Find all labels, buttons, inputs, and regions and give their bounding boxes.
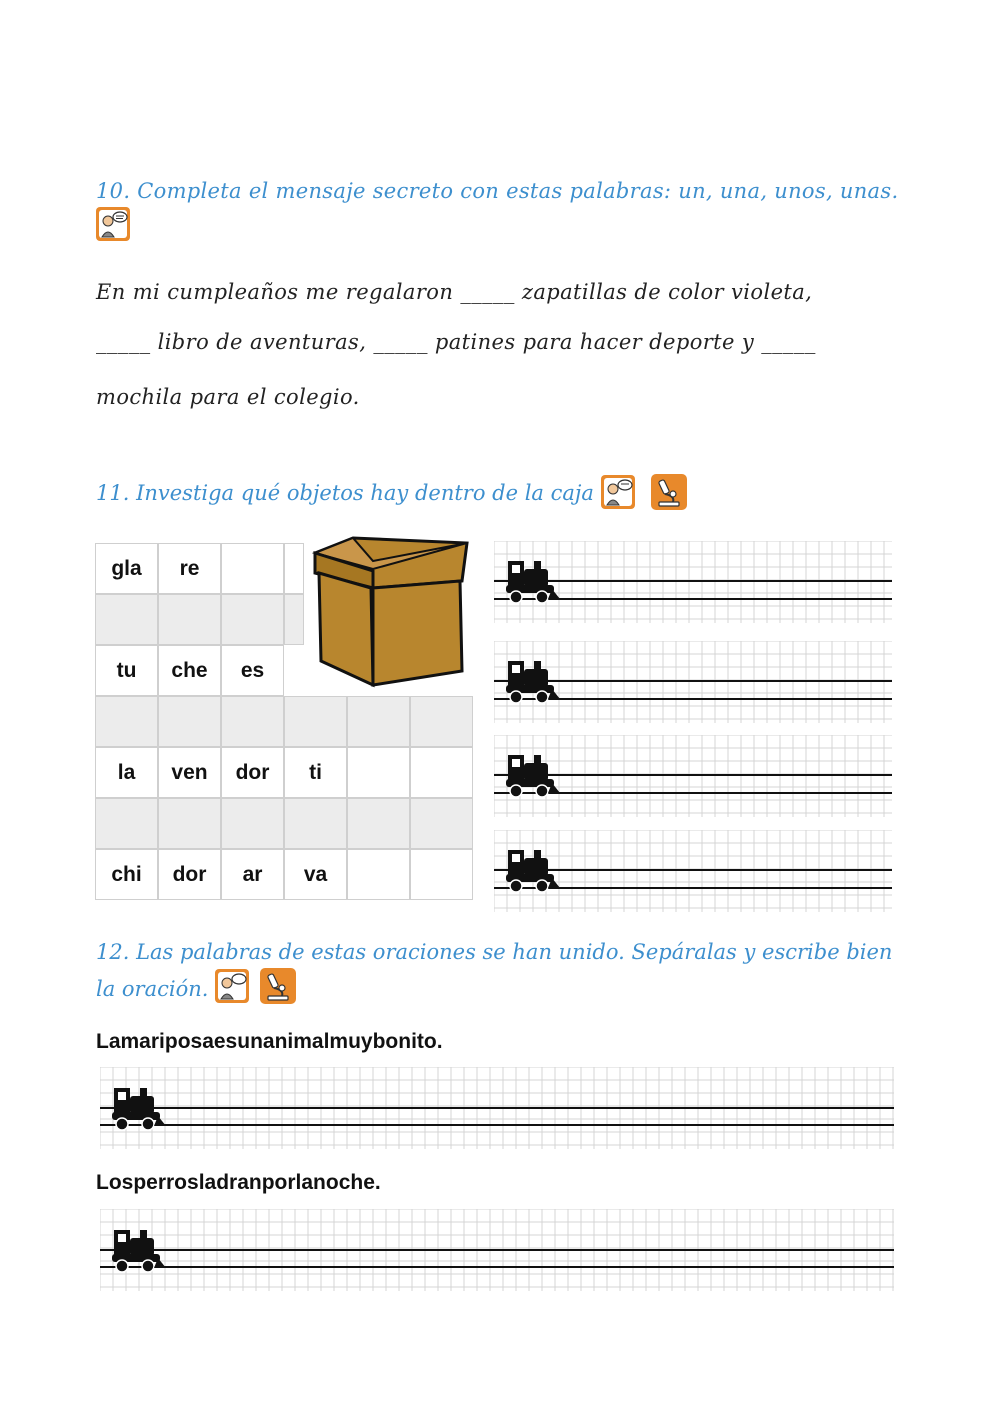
question-12-text: 12. Las palabras de estas oraciones se han unido. Sepáralas y escribe bien la oración. [96,940,893,1001]
syllable-cell [221,798,284,849]
train-icon [110,1224,170,1278]
syllable-cell [284,798,347,849]
syllable-cell: chi [95,849,158,900]
syllable-cell [284,696,347,747]
syllable-cell [410,696,473,747]
syllable-cell: la [95,747,158,798]
teacher-speaking-icon [96,207,130,250]
syllable-cell: dor [221,747,284,798]
train-icon [504,555,564,609]
syllable-cell [158,594,221,645]
question-12-title [96,936,908,1013]
syllable-cell: ar [221,849,284,900]
syllable-cell: che [158,645,221,696]
syllable-cell [95,696,158,747]
syllable-cell [347,849,410,900]
message-line-2: _____ libro de aventuras, _____ patines para hacer deporte y _____ [96,330,816,354]
syllable-cell: ti [284,747,347,798]
sentence-1: Lamariposaesunanimalmuybonito. [96,1030,443,1053]
syllable-cell [158,798,221,849]
syllable-cell: re [158,543,221,594]
syllable-cell [221,696,284,747]
syllable-cell [221,594,284,645]
handwriting-grid[interactable] [100,1067,894,1153]
syllable-cell [410,849,473,900]
syllable-cell [95,594,158,645]
syllable-cell [284,543,304,594]
brown-box-icon [305,533,475,693]
teacher-speaking-icon [601,475,635,514]
train-icon [504,749,564,803]
syllable-cell [410,747,473,798]
question-10-text: 10. Completa el mensaje secreto con estas palabras: un, una, unos, unas. [96,179,899,203]
syllable-cell: es [221,645,284,696]
microscope-icon [651,474,687,515]
syllable-cell [347,747,410,798]
question-10-title [96,175,908,250]
syllable-cell [410,798,473,849]
question-11-text: 11. Investiga qué objetos hay dentro de la caja [96,481,594,505]
message-line-1: En mi cumpleaños me regalaron _____ zapatillas de color violeta, [96,280,813,304]
syllable-cell: ven [158,747,221,798]
syllable-cell [347,696,410,747]
syllable-cell [221,543,284,594]
train-icon [110,1082,170,1136]
handwriting-grid[interactable] [100,1209,894,1295]
syllable-cell: dor [158,849,221,900]
syllable-cell [158,696,221,747]
train-icon [504,844,564,898]
microscope-icon [260,968,296,1013]
syllable-cell [95,798,158,849]
message-line-3: mochila para el colegio. [96,385,360,409]
train-icon [504,655,564,709]
syllable-cell: tu [95,645,158,696]
syllable-cell: gla [95,543,158,594]
syllable-cell [284,594,304,645]
teacher-speaking-icon [215,969,249,1012]
syllable-cell [347,798,410,849]
question-11-title [96,474,687,515]
sentence-2: Losperrosladranporlanoche. [96,1171,381,1194]
syllable-cell: va [284,849,347,900]
